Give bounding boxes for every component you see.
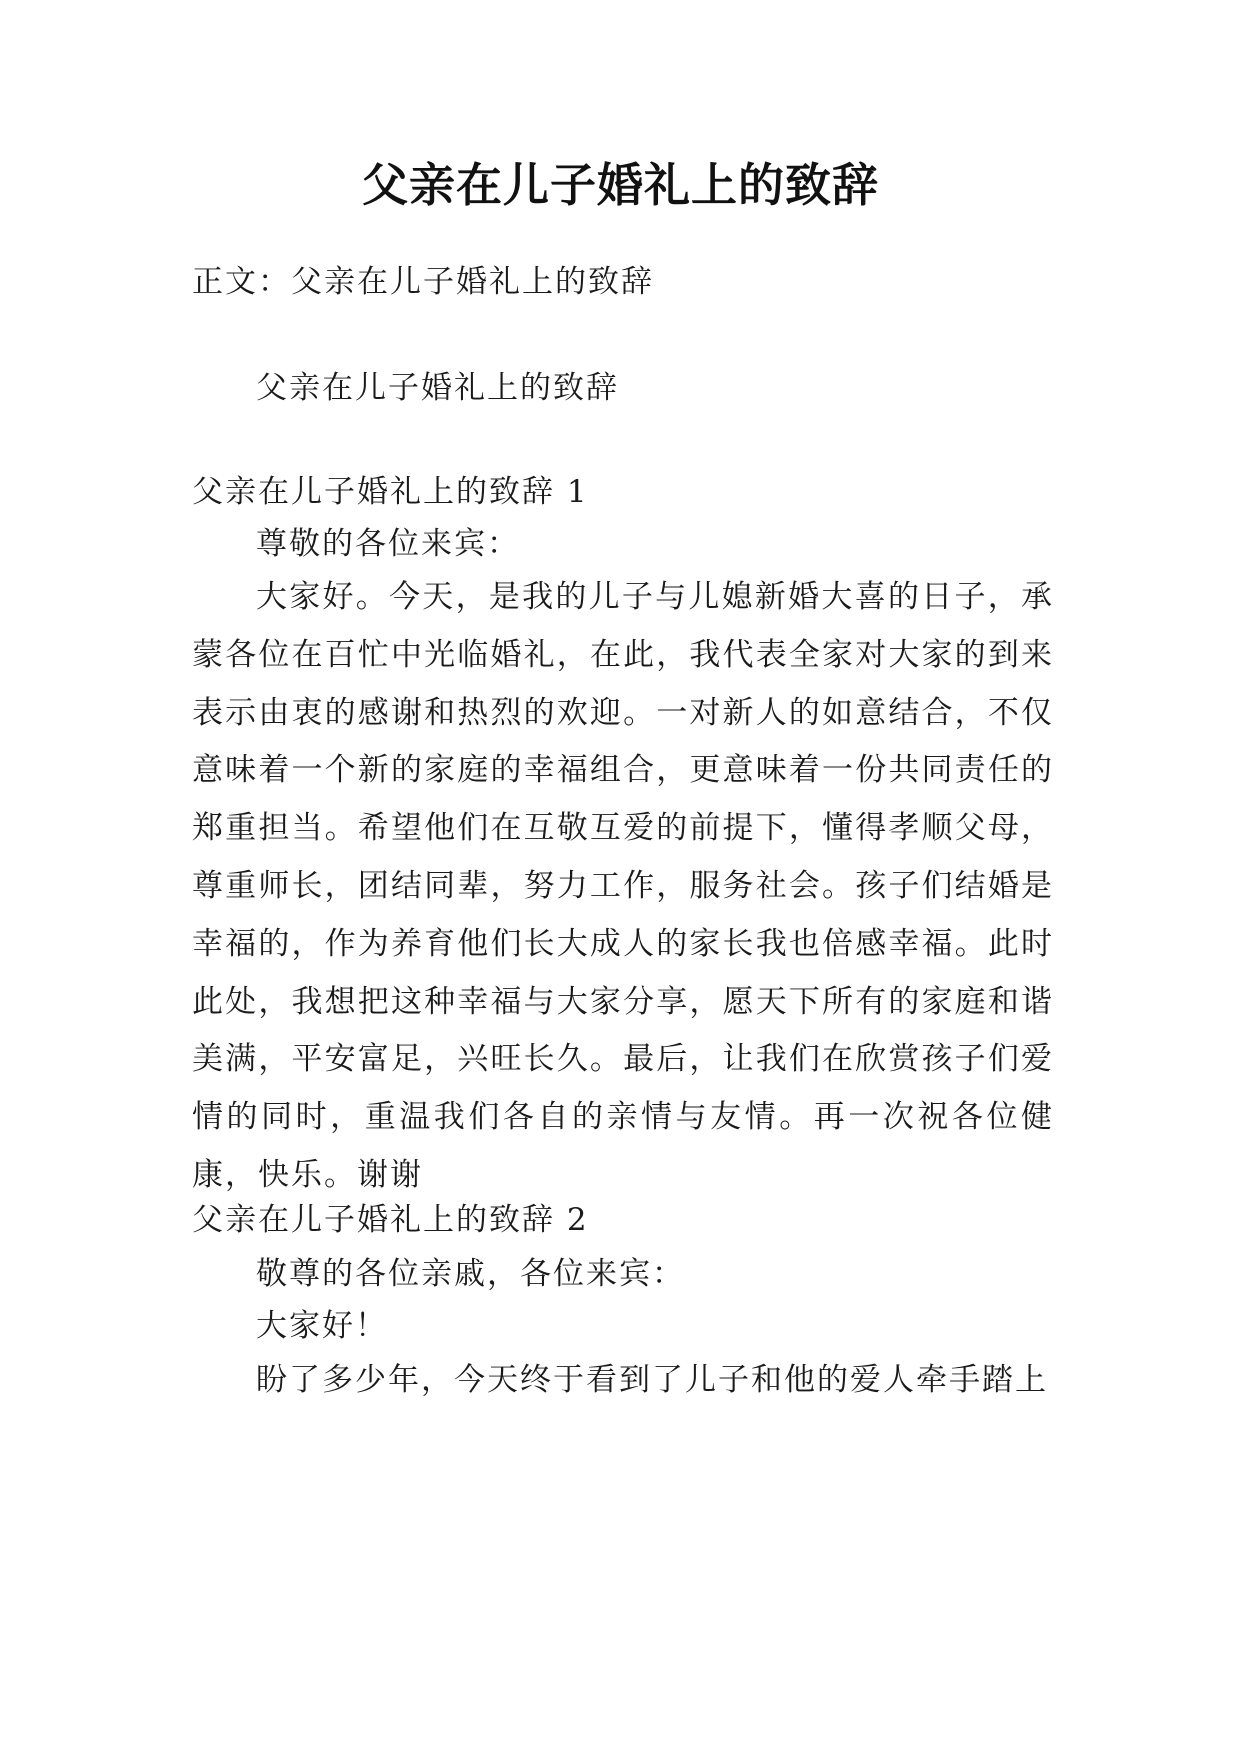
speech-2-greeting: 敬尊的各位亲戚，各位来宾： xyxy=(256,1256,685,1292)
document-subtitle: 父亲在儿子婚礼上的致辞 xyxy=(256,370,619,406)
document-title: 父亲在儿子婚礼上的致辞 xyxy=(362,158,879,212)
speech-2-hello: 大家好！ xyxy=(256,1308,388,1344)
speech-2-heading: 父亲在儿子婚礼上的致辞 2 xyxy=(192,1202,589,1238)
speech-1-greeting: 尊敬的各位来宾： xyxy=(256,526,520,562)
speech-2-paragraph-start: 盼了多少年，今天终于看到了儿子和他的爱人牵手踏上 xyxy=(256,1362,1048,1398)
speech-1-heading: 父亲在儿子婚礼上的致辞 1 xyxy=(192,474,589,510)
speech-1-paragraph: 大家好。今天，是我的儿子与儿媳新婚大喜的日子，承蒙各位在百忙中光临婚礼，在此，我代表全家对大家的到来表示由衷的感谢和热烈的欢迎。一对新人的如意结合，不仅意味着一个新的家庭的幸福组合，更意味着一份共同责任的郑重担当。希望他们在互敬互爱的前提下，懂得孝顺父母，尊重师长，团结同辈，努力工作，服务社会。孩子们结婚是幸福的，作为养育他们长大成人的家长我也倍感幸福。此时此处，我想把这种幸福与大家分享，愿天下所有的家庭和谐美满，平安富足，兴旺长久。最后，让我们在欣赏孩子们爱情的同时，重温我们各自的亲情与友情。再一次祝各位健康，快乐。谢谢 xyxy=(192,579,1054,1193)
zhengwen-line: 正文：父亲在儿子婚礼上的致辞 xyxy=(192,264,654,300)
